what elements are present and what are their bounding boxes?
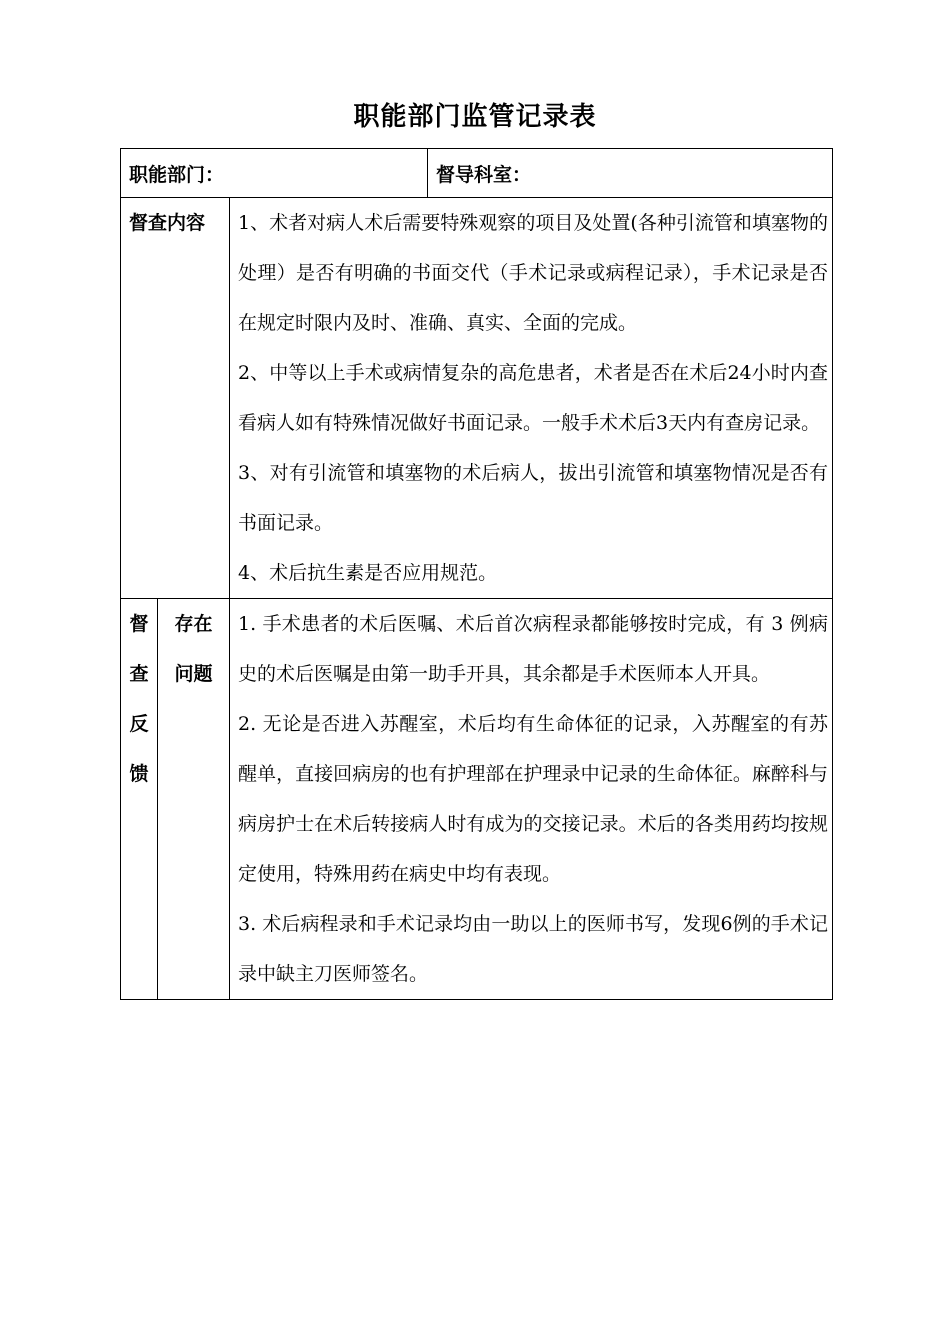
issues-label-line: 存在 [174,613,213,635]
inspection-label-cell [121,198,230,599]
dept-label-cell [121,149,428,198]
feedback-label-char: 反 [129,713,149,735]
inspection-item: 2、中等以上手术或病情复杂的高危患者，术者是否在术后24小时内查看病人如有特殊情况做好书面记录。一般手术术后3天内有查房记录。 [238,362,828,434]
feedback-row [121,599,833,1000]
issue-item: 2. 无论是否进入苏醒室，术后均有生命体征的记录，入苏醒室的有苏醒单，直接回病房的也有护理部在护理录中记录的生命体征。麻醉科与病房护士在术后转接病人时有成为的交接记录。术后的各类用药均按规定使用，特殊用药在病史中均有表现。 [238,713,828,885]
dept-label: 职能部门： [129,163,225,186]
inspection-content [230,198,833,599]
inspection-row [121,198,833,599]
inspection-item: 4、术后抗生素是否应用规范。 [238,562,498,584]
inspection-item: 3、对有引流管和填塞物的术后病人，拔出引流管和填塞物情况是否有书面记录。 [238,462,828,534]
issue-item: 3. 术后病程录和手术记录均由一助以上的医师书写，发现6例的手术记录中缺主刀医师签名。 [238,913,828,985]
feedback-label-char: 督 [129,613,149,635]
supervision-record-table [120,148,833,1000]
header-row [121,149,833,198]
supervised-dept-cell [428,149,833,198]
inspection-label: 督查内容 [129,212,206,234]
issue-item: 1. 手术患者的术后医嘱、术后首次病程录都能够按时完成，有 3 例病史的术后医嘱是由第一助手开具，其余都是手术医师本人开具。 [238,613,828,685]
feedback-label-cell [121,599,158,1000]
feedback-label-char: 查 [129,663,149,685]
issues-label-cell [158,599,230,1000]
issues-content [230,599,833,1000]
inspection-item: 1、术者对病人术后需要特殊观察的项目及处置(各种引流管和填塞物的处理）是否有明确的书面交代（手术记录或病程记录），手术记录是否在规定时限内及时、准确、真实、全面的完成。 [238,212,828,334]
supervised-dept-label: 督导科室： [436,163,532,186]
feedback-label-char: 馈 [129,763,149,785]
issues-label-line: 问题 [174,663,213,685]
form-title: 职能部门监管记录表 [353,102,597,132]
